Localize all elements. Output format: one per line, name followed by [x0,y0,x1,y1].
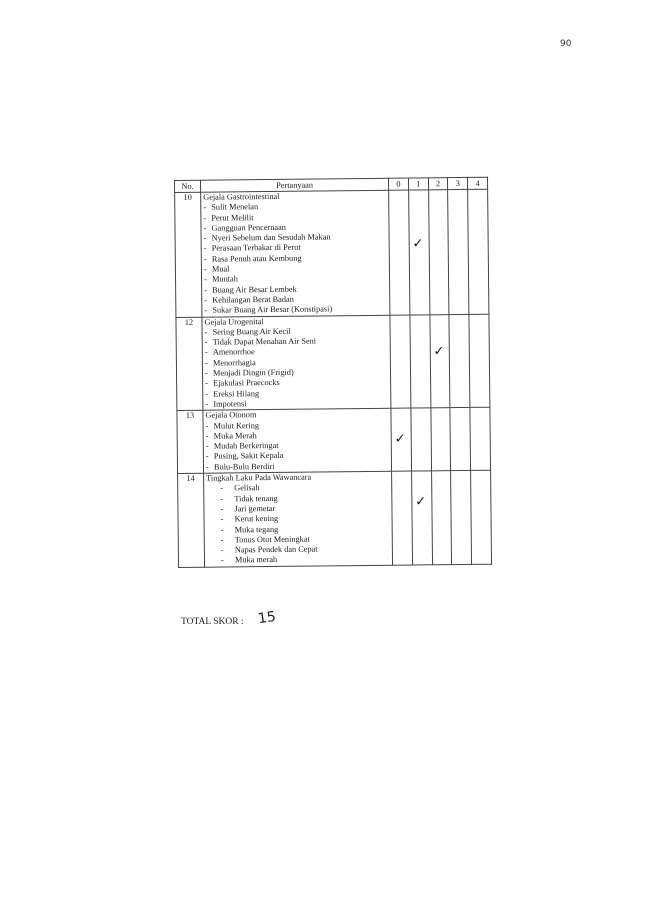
score-cell-0 [392,471,413,565]
row-number: 10 [175,192,202,317]
page-number: 90 [560,39,572,49]
list-item: - Gelisah [220,483,260,493]
list-item: - Muntah [203,274,238,285]
score-cell-3 [450,408,470,471]
list-item: - Tidak Dapat Menahan Air Seni [204,336,317,347]
row-number: 13 [177,410,204,473]
list-item: - Nyeri Sebelum dan Sesudah Makan [203,232,331,243]
list-item: - Sukar Buang Air Besar (Konstipasi) [204,304,333,315]
symptom-group-title: Gejala Otonom [205,410,257,420]
symptom-group-title: Gejala Gastrointestinal [203,191,280,202]
score-cell-3 [448,189,469,314]
list-item: - Rasa Penuh atau Kembung [203,253,302,264]
header-no: No. [175,180,201,192]
list-item: - Sering Buang Air Kecil [204,326,291,337]
score-cell-4 [471,470,492,564]
score-cell-1 [410,314,431,408]
score-cell-2 [428,190,449,315]
scanned-questionnaire [174,177,491,568]
list-item: - Amenorrhoe [204,347,255,358]
score-cell-3 [451,470,472,564]
check-mark-icon: ✓ [412,236,424,252]
header-score-3: 3 [448,177,468,189]
list-item: - Napas Pendek dan Cepat [220,544,318,555]
symptom-group-title: Tingkah Laku Pada Wawancara [206,472,312,483]
score-cell-4 [469,314,490,408]
list-item: - Ereksi Hilang [205,388,260,399]
question-cell [201,190,390,317]
total-score-label: TOTAL SKOR : [181,617,244,627]
list-item: - Pusing, Sakit Kepala [205,451,284,462]
table-row [175,189,489,317]
row-number: 12 [176,317,203,411]
score-cell-1 [411,471,432,565]
list-item: - Kerut kening [220,514,279,524]
symptom-group-title: Gejala Urogenital [204,316,264,327]
table-row [178,470,492,567]
check-mark-icon: ✓ [415,494,427,510]
list-item: - Menorrhagia [204,357,256,368]
score-cell-3 [449,314,470,408]
list-item: - Muka merah [220,555,278,565]
list-item: - Sulit Menelan [203,202,259,212]
list-item: - Impotensi [205,399,247,409]
list-item: - Mual [203,264,230,274]
score-cell-2 [431,471,452,565]
header-score-1: 1 [408,178,428,190]
list-item: - Perasaan Terbakar di Perut [203,243,301,254]
header-score-4: 4 [468,177,488,189]
list-item: - Mulut Kering [205,420,260,431]
list-item: - Tonus Otot Meningkat [220,534,310,545]
question-cell [203,408,392,473]
header-pertanyaan: Pertanyaan [201,178,389,192]
list-item: - Buang Air Besar Lembek [204,284,297,295]
score-cell-2 [430,314,451,408]
list-item: - Perut Melilit [203,212,254,223]
list-item: - Muka tegang [220,524,279,535]
questionnaire-table [174,177,492,568]
list-item: - Bulu-Bulu Berdiri [205,461,275,472]
total-score-handwritten: 15 [256,608,277,628]
question-cell [202,315,391,411]
header-score-2: 2 [428,178,448,190]
question-cell [204,471,393,567]
list-item: - Jari gemetar [220,503,276,514]
list-item: - Mudah Berkeringat [205,441,279,451]
score-cell-4 [468,189,489,314]
score-cell-1 [408,190,429,315]
list-item: - Tidak tenang [220,493,278,504]
table-row [177,407,491,473]
list-item: - Muka Merah [205,430,257,441]
score-cell-1 [411,408,431,471]
list-item: - Menjadi Dingin (Frigid) [204,367,294,378]
score-cell-0 [391,408,411,471]
score-cell-0 [389,190,410,315]
list-item: - Ejakulasi Praecocks [205,378,280,389]
score-cell-4 [470,407,490,470]
list-item: - Kehilangan Berat Badan [204,294,294,305]
table-row [176,314,490,411]
list-item: - Gangguan Pencernaan [203,222,286,233]
check-mark-icon: ✓ [394,431,406,447]
score-cell-0 [390,315,411,409]
score-cell-2 [430,408,450,471]
header-score-0: 0 [388,178,408,190]
check-mark-icon: ✓ [433,343,445,359]
row-number: 14 [178,473,205,567]
